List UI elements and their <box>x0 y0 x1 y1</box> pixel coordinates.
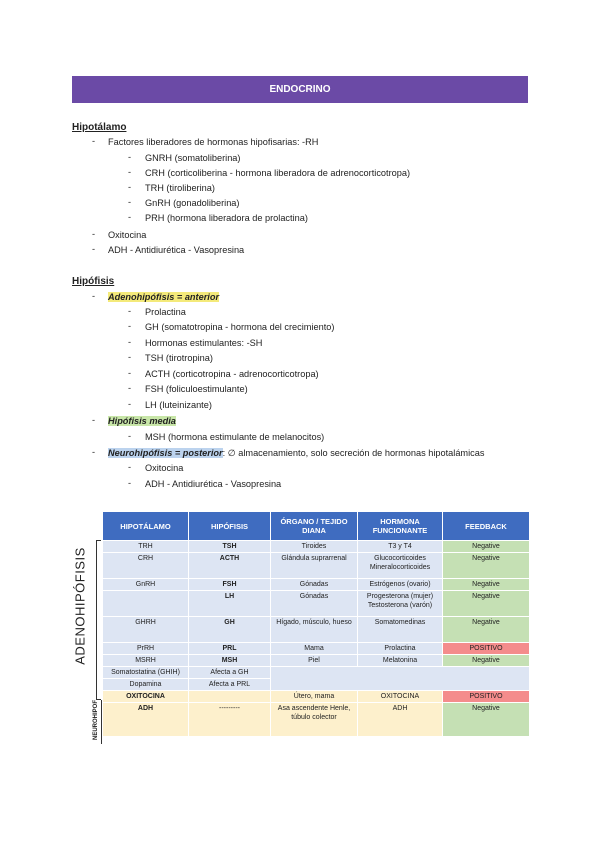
header-hipotalamo: HIPOTÁLAMO <box>103 512 189 541</box>
table-cell: PrRH <box>103 643 189 655</box>
list-item: ADH - Antidiurética - Vasopresina <box>145 479 282 489</box>
table-cell: GH <box>189 617 271 643</box>
dash: - <box>128 197 132 207</box>
adh-line: ADH - Antidiurética - Vasopresina <box>108 245 245 255</box>
adeno-line <box>108 291 219 304</box>
table-cell: Somatostatina (GHIH) <box>103 667 189 679</box>
table-row <box>103 691 530 703</box>
dash: - <box>92 136 96 146</box>
table-cell: Glándula suprarrenal <box>271 553 358 579</box>
table-cell: Negative <box>443 591 530 617</box>
table-row <box>103 643 530 655</box>
table-cell: MSH <box>189 655 271 667</box>
table-cell: Afecta a PRL <box>189 679 271 691</box>
table-cell: Tiroides <box>271 541 358 553</box>
dash: - <box>128 321 132 331</box>
table-cell: Asa ascendente Henle, túbulo colector <box>271 703 358 737</box>
list-item: GnRH (gonadoliberina) <box>145 198 240 208</box>
dash: - <box>128 306 132 316</box>
table-cell: Melatonina <box>358 655 443 667</box>
table-cell-empty <box>271 667 530 691</box>
table-cell: OXITOCINA <box>358 691 443 703</box>
hipotalamo-title: Hipotálamo <box>72 122 127 133</box>
table-cell: Progesterona (mujer) Testosterona (varón) <box>358 591 443 617</box>
table-cell: Gónadas <box>271 591 358 617</box>
adeno-bracket <box>96 540 101 700</box>
header-hipofisis: HIPÓFISIS <box>189 512 271 541</box>
table-row <box>103 553 530 579</box>
neuro-vertical-label: NEUROHIPOF <box>93 699 99 741</box>
dash: - <box>92 415 96 425</box>
endocrino-banner: ENDOCRINO <box>72 76 528 103</box>
list-item: TSH (tirotropina) <box>145 353 213 363</box>
table-cell: Gónadas <box>271 579 358 591</box>
table-cell: FSH <box>189 579 271 591</box>
dash: - <box>128 167 132 177</box>
list-item: CRH (corticoliberina - hormona liberadora de adrenocorticotropa) <box>145 168 411 178</box>
table-row <box>103 655 530 667</box>
adeno-highlight: Adenohipófisis = anterior <box>108 292 220 302</box>
dash: - <box>128 462 132 472</box>
header-organo: ÓRGANO / TEJIDO DIANA <box>271 512 358 541</box>
media-line <box>108 415 176 428</box>
hipofisis-title: Hipófisis <box>72 276 115 287</box>
table-cell: POSITIVO <box>443 691 530 703</box>
table-cell: Somatomedinas <box>358 617 443 643</box>
dash: - <box>128 478 132 488</box>
table-cell: Prolactina <box>358 643 443 655</box>
factores-line: Factores liberadores de hormonas hipofisarias: -RH <box>108 137 319 147</box>
table-row <box>103 667 530 679</box>
table-cell: Negative <box>443 553 530 579</box>
table-cell: PRL <box>189 643 271 655</box>
dash: - <box>92 244 96 254</box>
table-cell: TSH <box>189 541 271 553</box>
table-cell: Piel <box>271 655 358 667</box>
table-cell: ADH <box>358 703 443 737</box>
table-cell: T3 y T4 <box>358 541 443 553</box>
dash: - <box>128 212 132 222</box>
table-cell: Hígado, músculo, hueso <box>271 617 358 643</box>
endocrine-table <box>102 511 530 737</box>
adeno-vertical-label: ADENOHIPÓFISIS <box>72 547 88 665</box>
dash: - <box>128 368 132 378</box>
table-header-row <box>103 512 530 541</box>
table-cell: ACTH <box>189 553 271 579</box>
list-item: Oxitocina <box>145 463 184 473</box>
table-cell: MSRH <box>103 655 189 667</box>
oxitocina-line: Oxitocina <box>108 230 147 240</box>
dash: - <box>128 152 132 162</box>
table-cell <box>189 691 271 703</box>
list-item: TRH (tiroliberina) <box>145 183 215 193</box>
neuro-line <box>108 447 484 460</box>
header-hormona: HORMONA FUNCIONANTE <box>358 512 443 541</box>
table-cell: GHRH <box>103 617 189 643</box>
table-cell <box>103 591 189 617</box>
dash: - <box>92 447 96 457</box>
list-item: ACTH (corticotropina - adrenocorticotropa) <box>145 369 319 379</box>
list-item: GNRH (somatoliberina) <box>145 153 241 163</box>
neuro-highlight: Neurohipófisis = posterior <box>108 448 223 458</box>
list-item: Hormonas estimulantes: -SH <box>145 338 263 348</box>
media-highlight: Hipófisis media <box>108 416 176 426</box>
dash: - <box>128 399 132 409</box>
dash: - <box>128 383 132 393</box>
table-row <box>103 703 530 737</box>
table-cell: POSITIVO <box>443 643 530 655</box>
table-cell: Dopamina <box>103 679 189 691</box>
dash: - <box>92 291 96 301</box>
table-cell: Negative <box>443 579 530 591</box>
list-item: FSH (foliculoestimulante) <box>145 384 248 394</box>
table-cell: Glucocorticoides Mineralocorticoides <box>358 553 443 579</box>
header-feedback: FEEDBACK <box>443 512 530 541</box>
list-item: MSH (hormona estimulante de melanocitos) <box>145 432 325 442</box>
table-cell: GnRH <box>103 579 189 591</box>
table-row <box>103 617 530 643</box>
table-cell: Útero, mama <box>271 691 358 703</box>
table-cell: LH <box>189 591 271 617</box>
table-row <box>103 579 530 591</box>
table-row <box>103 541 530 553</box>
table-cell: Negative <box>443 703 530 737</box>
table-cell: OXITOCINA <box>103 691 189 703</box>
table-cell: ADH <box>103 703 189 737</box>
dash: - <box>128 431 132 441</box>
dash: - <box>92 229 96 239</box>
neuro-rest: : ∅ almacenamiento, solo secreción de hormonas hipotalámicas <box>222 448 485 458</box>
table-cell: Negative <box>443 617 530 643</box>
dash: - <box>128 352 132 362</box>
table-cell: Afecta a GH <box>189 667 271 679</box>
list-item: PRH (hormona liberadora de prolactina) <box>145 213 308 223</box>
table-cell: Mama <box>271 643 358 655</box>
list-item: Prolactina <box>145 307 186 317</box>
table-cell: CRH <box>103 553 189 579</box>
table-cell: TRH <box>103 541 189 553</box>
table-cell: Negative <box>443 655 530 667</box>
list-item: GH (somatotropina - hormona del crecimiento) <box>145 322 335 332</box>
dash: - <box>128 337 132 347</box>
list-item: LH (luteinizante) <box>145 400 212 410</box>
table-cell: --------- <box>189 703 271 737</box>
table-cell: Negative <box>443 541 530 553</box>
table-cell: Estrógenos (ovario) <box>358 579 443 591</box>
dash: - <box>128 182 132 192</box>
table-row <box>103 591 530 617</box>
